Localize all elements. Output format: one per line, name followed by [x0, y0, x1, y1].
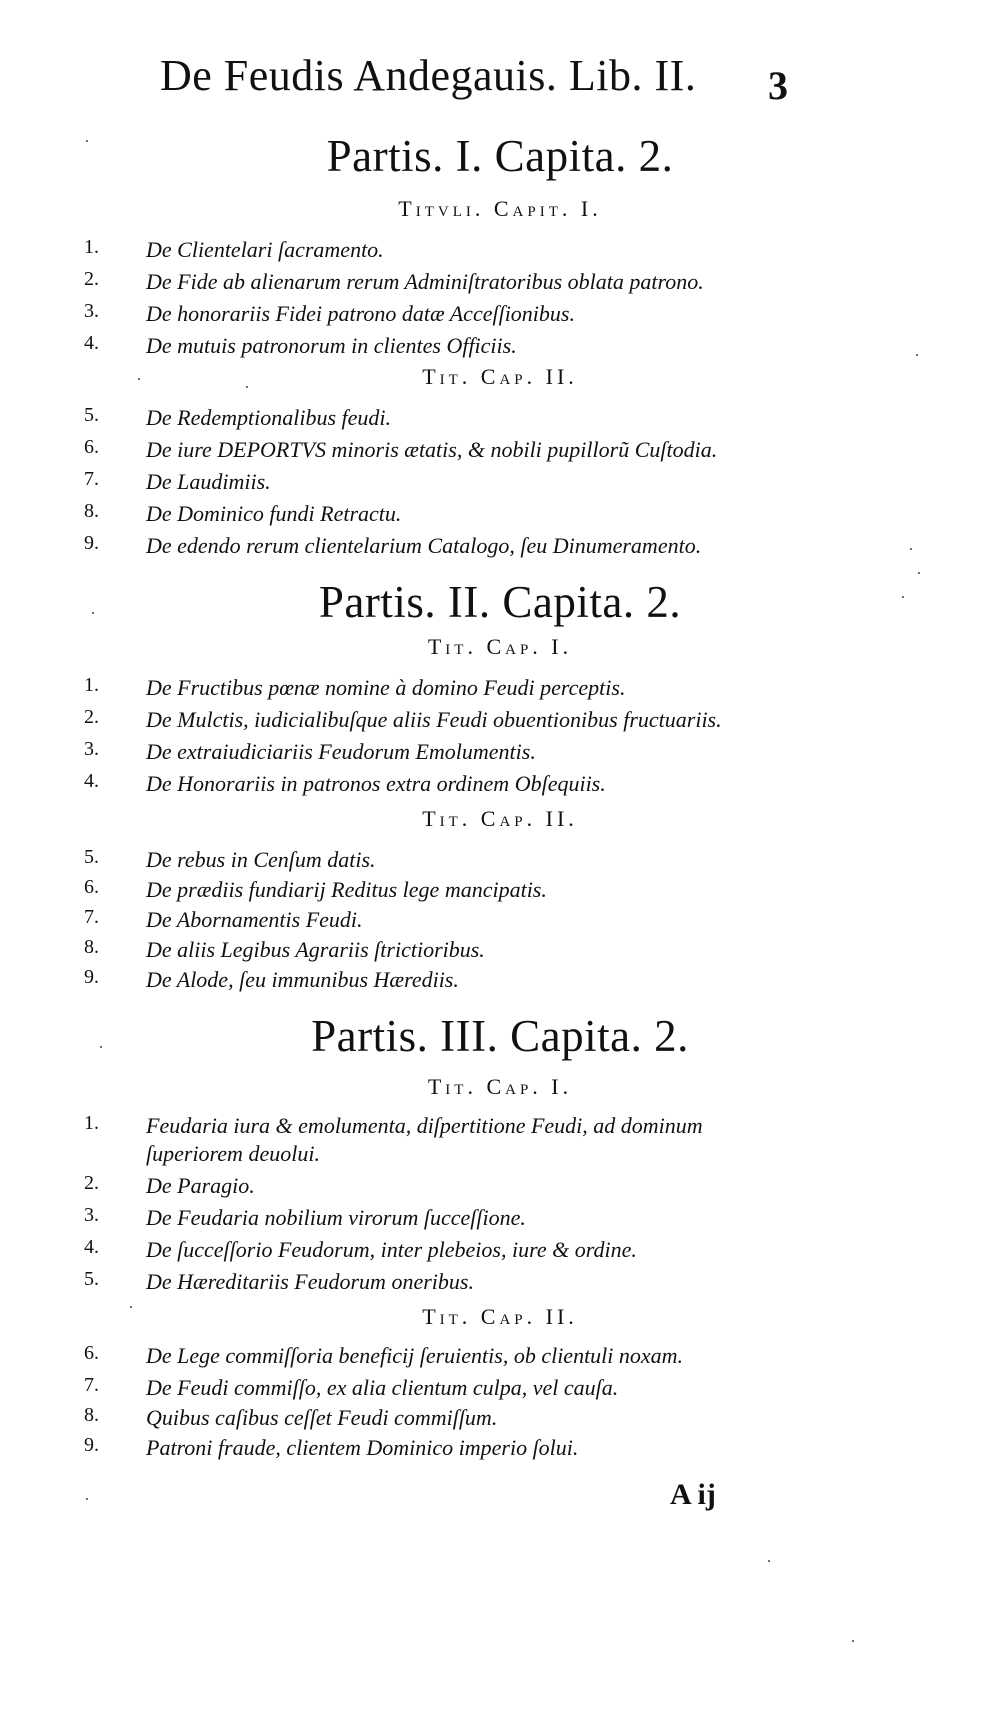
entry-number: 7. [84, 906, 99, 928]
title-heading: Tit. Cap. II. [422, 364, 578, 389]
title-heading: Titvli. Capit. I. [398, 196, 602, 221]
part-heading: Partis. II. Capita. 2. [318, 577, 682, 627]
scan-speck [130, 1306, 132, 1308]
entry-text: Patroni fraude, clientem Dominico imperio ſolui. [146, 1435, 579, 1460]
entry-text: De Feudaria nobilium virorum ſucceſſione. [146, 1205, 526, 1230]
entry-number: 8. [84, 936, 99, 958]
entry-number: 9. [84, 1434, 99, 1456]
entry-text: De prædiis fundiarij Reditus lege mancipatis. [146, 877, 547, 902]
entry-number: 6. [84, 876, 99, 898]
entry-number: 3. [84, 738, 99, 760]
title-heading: Tit. Cap. I. [427, 1074, 573, 1099]
entry-number: 5. [84, 846, 99, 868]
entry-number: 5. [84, 1268, 99, 1290]
entry-text: De Honorariis in patronos extra ordinem Obſequiis. [146, 771, 606, 796]
entry-text: De Mulctis, iudicialibuſque aliis Feudi obuentionibus fructuariis. [146, 707, 722, 732]
running-head: De Feudis Andegauis. Lib. II. [160, 51, 697, 100]
signature-mark: A ij [670, 1478, 716, 1511]
entry-number: 3. [84, 1204, 99, 1226]
entry-number: 4. [84, 332, 99, 354]
page-number: 3 [768, 63, 788, 108]
scan-speck [86, 140, 88, 142]
entry-number: 1. [84, 674, 99, 696]
part-heading: Partis. I. Capita. 2. [326, 131, 674, 181]
part-heading: Partis. III. Capita. 2. [311, 1011, 689, 1061]
scan-speck [910, 548, 912, 550]
entry-text: De Clientelari ſacramento. [146, 237, 384, 262]
entry-number: 6. [84, 1342, 99, 1364]
entry-number: 6. [84, 436, 99, 458]
entry-number: 3. [84, 300, 99, 322]
entry-text: De iure DEPORTVS minoris ætatis, & nobili pupillorũ Cuſtodia. [146, 437, 718, 462]
scan-speck [768, 1560, 770, 1562]
entry-text: De mutuis patronorum in clientes Officiis. [146, 333, 517, 358]
entry-text: De ſucceſſorio Feudorum, inter plebeios, iure & ordine. [146, 1237, 637, 1262]
entry-text: Feudaria iura & emolumenta, diſpertitione Feudi, ad dominum ſuperiorem deuolui. [146, 1113, 703, 1166]
entry-text: De Alode, ſeu immunibus Hærediis. [146, 967, 459, 992]
entry-text: Quibus caſibus ceſſet Feudi commiſſum. [146, 1405, 498, 1430]
entry-text: De honorariis Fidei patrono datæ Acceſſionibus. [146, 301, 575, 326]
entry-number: 9. [84, 966, 99, 988]
entry-text: De Abornamentis Feudi. [146, 907, 363, 932]
entry-text: De Laudimiis. [146, 469, 271, 494]
entry-text: De rebus in Cenſum datis. [146, 847, 376, 872]
scan-speck [100, 1046, 102, 1048]
entry-number: 8. [84, 1404, 99, 1426]
entry-text: De Paragio. [146, 1173, 255, 1198]
entry-number: 2. [84, 1172, 99, 1194]
entry-number: 7. [84, 1374, 99, 1396]
entry-number: 7. [84, 468, 99, 490]
scan-speck [86, 1498, 88, 1500]
entry-number: 1. [84, 1112, 99, 1134]
entry-text: De extraiudiciariis Feudorum Emolumentis. [146, 739, 536, 764]
entry-text: De Hæreditariis Feudorum oneribus. [146, 1269, 474, 1294]
scan-speck [902, 596, 904, 598]
entry-text: De Redemptionalibus feudi. [146, 405, 392, 430]
entry-text: De Feudi commiſſo, ex alia clientum culpa, vel cauſa. [146, 1375, 619, 1400]
title-heading: Tit. Cap. II. [422, 806, 578, 831]
entry-text: De Fide ab alienarum rerum Adminiſtratoribus oblata patrono. [146, 269, 704, 294]
title-heading: Tit. Cap. I. [427, 634, 573, 659]
scan-speck [852, 1640, 854, 1642]
entry-number: 9. [84, 532, 99, 554]
entry-number: 8. [84, 500, 99, 522]
entry-number: 2. [84, 268, 99, 290]
entry-text: De Dominico fundi Retractu. [146, 501, 402, 526]
scan-speck [92, 612, 94, 614]
entry-number: 4. [84, 1236, 99, 1258]
entry-number: 4. [84, 770, 99, 792]
scan-speck [138, 378, 140, 380]
entry-text: De edendo rerum clientelarium Catalogo, ſeu Dinumeramento. [146, 533, 702, 558]
scan-speck [918, 572, 920, 574]
scan-speck [916, 354, 918, 356]
title-heading: Tit. Cap. II. [422, 1304, 578, 1329]
entry-number: 5. [84, 404, 99, 426]
entry-number: 2. [84, 706, 99, 728]
scan-speck [246, 386, 248, 388]
entry-number: 1. [84, 236, 99, 258]
entry-text: De Lege commiſſoria beneficij ſeruientis, ob clientuli noxam. [146, 1343, 684, 1368]
entry-text: De aliis Legibus Agrariis ſtrictioribus. [146, 937, 485, 962]
entry-text: De Fructibus pœnæ nomine à domino Feudi perceptis. [146, 675, 626, 700]
